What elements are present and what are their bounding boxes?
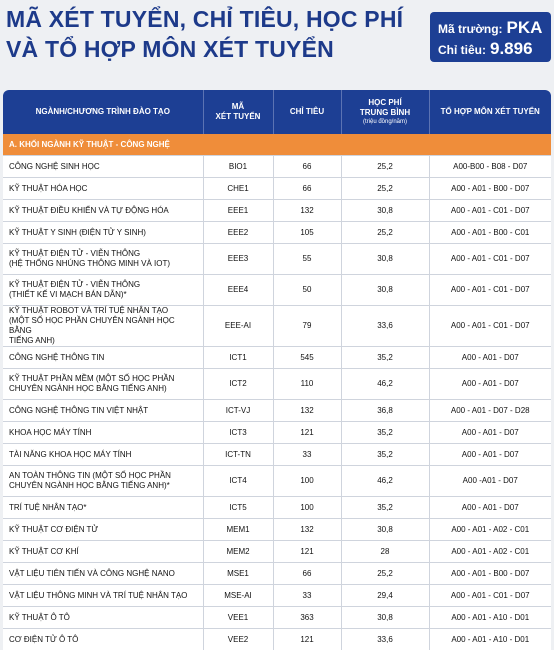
code-cell: ICT3 — [203, 422, 273, 444]
quota-cell: 100 — [273, 497, 341, 519]
code-cell: VEE1 — [203, 607, 273, 629]
combos-cell: A00 -A01 - D07 — [429, 466, 551, 497]
fee-cell: 33,6 — [341, 629, 429, 650]
program-cell: KỸ THUẬT Ô TÔ — [3, 607, 203, 629]
combos-cell: A00 - A01 - C01 - D07 — [429, 244, 551, 275]
code-cell: MSE-AI — [203, 585, 273, 607]
fee-cell: 46,2 — [341, 369, 429, 400]
header-fee-line2: TRUNG BÌNH — [360, 108, 410, 117]
table-row — [3, 222, 551, 244]
code-cell: ICT1 — [203, 347, 273, 369]
program-cell: VẬT LIỆU TIÊN TIẾN VÀ CÔNG NGHỆ NANO — [3, 563, 203, 585]
table-row — [3, 629, 551, 650]
table-row — [3, 444, 551, 466]
quota-cell: 121 — [273, 541, 341, 563]
fee-cell: 35,2 — [341, 347, 429, 369]
code-cell: EEE1 — [203, 200, 273, 222]
fee-cell: 30,8 — [341, 607, 429, 629]
table-row — [3, 541, 551, 563]
combos-cell: A00 - A01 - C01 - D07 — [429, 585, 551, 607]
program-cell: KỸ THUẬT PHẦN MỀM (MỘT SỐ HỌC PHẦN CHUYÊN NGÀNH HỌC BẰNG TIẾNG ANH) — [3, 369, 203, 400]
combos-cell: A00 - A01 - D07 - D28 — [429, 400, 551, 422]
code-cell: ICT-VJ — [203, 400, 273, 422]
quota-cell: 132 — [273, 519, 341, 541]
combos-cell: A00 - A01 - D07 — [429, 444, 551, 466]
combos-cell: A00 - A01 - A10 - D01 — [429, 629, 551, 650]
program-cell: CƠ ĐIỆN TỬ Ô TÔ — [3, 629, 203, 650]
table-header-row — [3, 90, 551, 134]
title-line-1: MÃ XÉT TUYỂN, CHỈ TIÊU, HỌC PHÍ — [6, 4, 403, 34]
header-code-line2: XÉT TUYỂN — [216, 112, 261, 121]
table-row — [3, 519, 551, 541]
fee-cell: 28 — [341, 541, 429, 563]
code-cell: MEM1 — [203, 519, 273, 541]
program-cell: TÀI NĂNG KHOA HỌC MÁY TÍNH — [3, 444, 203, 466]
table-row — [3, 178, 551, 200]
combos-cell: A00 - A01 - C01 - D07 — [429, 306, 551, 347]
combos-cell: A00 - A01 - B00 - D07 — [429, 563, 551, 585]
fee-cell: 30,8 — [341, 519, 429, 541]
program-cell: KỸ THUẬT ROBOT VÀ TRÍ TUỆ NHÂN TẠO (MỘT SỐ HỌC PHẦN CHUYÊN NGÀNH HỌC BẰNG TIẾNG ANH) — [3, 306, 203, 347]
quota-cell: 33 — [273, 444, 341, 466]
group-row — [3, 134, 551, 156]
program-cell: KỸ THUẬT Y SINH (ĐIỆN TỬ Y SINH) — [3, 222, 203, 244]
combos-cell: A00 - A01 - A02 - C01 — [429, 541, 551, 563]
page-title — [6, 4, 403, 64]
combos-cell: A00 - A01 - D07 — [429, 497, 551, 519]
fee-cell: 30,8 — [341, 200, 429, 222]
table-row — [3, 497, 551, 519]
combos-cell: A00 - A01 - A10 - D01 — [429, 607, 551, 629]
fee-cell: 35,2 — [341, 444, 429, 466]
program-cell: KỸ THUẬT CƠ KHÍ — [3, 541, 203, 563]
quota-cell: 66 — [273, 178, 341, 200]
program-cell: KỸ THUẬT ĐIỆN TỬ - VIỄN THÔNG (THIẾT KẾ VI MẠCH BÁN DẪN)* — [3, 275, 203, 306]
code-cell: EEE3 — [203, 244, 273, 275]
quota-cell: 100 — [273, 466, 341, 497]
fee-cell: 35,2 — [341, 497, 429, 519]
table-row — [3, 422, 551, 444]
fee-cell: 35,2 — [341, 422, 429, 444]
fee-cell: 33,6 — [341, 306, 429, 347]
quota-cell: 545 — [273, 347, 341, 369]
quota-cell: 105 — [273, 222, 341, 244]
table-row — [3, 607, 551, 629]
combos-cell: A00 - A01 - B00 - D07 — [429, 178, 551, 200]
quota-cell: 132 — [273, 200, 341, 222]
fee-cell: 25,2 — [341, 563, 429, 585]
code-cell: BIO1 — [203, 156, 273, 178]
program-cell: AN TOÀN THÔNG TIN (MỘT SỐ HỌC PHẦN CHUYÊN NGÀNH HỌC BẰNG TIẾNG ANH)* — [3, 466, 203, 497]
table-row — [3, 400, 551, 422]
header-code — [203, 90, 273, 134]
quota-cell: 363 — [273, 607, 341, 629]
table-row — [3, 156, 551, 178]
program-cell: KỸ THUẬT ĐIỀU KHIỂN VÀ TỰ ĐỘNG HÓA — [3, 200, 203, 222]
table-row — [3, 466, 551, 497]
combos-cell: A00-B00 - B08 - D07 — [429, 156, 551, 178]
quota-cell: 33 — [273, 585, 341, 607]
quota-value: 9.896 — [490, 39, 533, 58]
fee-cell: 25,2 — [341, 178, 429, 200]
table-row — [3, 200, 551, 222]
combos-cell: A00 - A01 - D07 — [429, 422, 551, 444]
program-cell: KỸ THUẬT CƠ ĐIỆN TỬ — [3, 519, 203, 541]
program-cell: KỸ THUẬT HÓA HỌC — [3, 178, 203, 200]
code-cell: EEE2 — [203, 222, 273, 244]
table-row — [3, 347, 551, 369]
header-program: NGÀNH/CHƯƠNG TRÌNH ĐÀO TẠO — [3, 90, 203, 134]
quota-row — [438, 39, 543, 60]
fee-cell: 29,4 — [341, 585, 429, 607]
code-cell: ICT2 — [203, 369, 273, 400]
header-combos: TỔ HỢP MÔN XÉT TUYỂN — [429, 90, 551, 134]
fee-cell: 30,8 — [341, 244, 429, 275]
table-row — [3, 306, 551, 347]
fee-cell: 30,8 — [341, 275, 429, 306]
code-cell: ICT-TN — [203, 444, 273, 466]
quota-cell: 66 — [273, 563, 341, 585]
code-cell: VEE2 — [203, 629, 273, 650]
combos-cell: A00 - A01 - B00 - C01 — [429, 222, 551, 244]
program-cell: KHOA HỌC MÁY TÍNH — [3, 422, 203, 444]
table-row — [3, 244, 551, 275]
group-label: A. KHỐI NGÀNH KỸ THUẬT - CÔNG NGHỆ — [3, 134, 551, 156]
quota-cell: 121 — [273, 422, 341, 444]
header-fee — [341, 90, 429, 134]
quota-cell: 132 — [273, 400, 341, 422]
code-cell: MSE1 — [203, 563, 273, 585]
school-code-value: PKA — [507, 18, 543, 37]
school-code-row — [438, 18, 543, 39]
quota-cell: 66 — [273, 156, 341, 178]
code-cell: ICT4 — [203, 466, 273, 497]
fee-cell: 46,2 — [341, 466, 429, 497]
admission-table — [3, 90, 551, 650]
table-row — [3, 369, 551, 400]
combos-cell: A00 - A01 - C01 - D07 — [429, 275, 551, 306]
program-cell: KỸ THUẬT ĐIỆN TỬ - VIỄN THÔNG (HỆ THỐNG NHÚNG THÔNG MINH VÀ IOT) — [3, 244, 203, 275]
code-cell: MEM2 — [203, 541, 273, 563]
quota-cell: 79 — [273, 306, 341, 347]
quota-label: Chỉ tiêu: — [438, 43, 486, 57]
title-line-2: VÀ TỔ HỢP MÔN XÉT TUYỂN — [6, 34, 403, 64]
header-quota: CHỈ TIÊU — [273, 90, 341, 134]
combos-cell: A00 - A01 - D07 — [429, 369, 551, 400]
admission-table-container — [3, 90, 551, 650]
quota-cell: 121 — [273, 629, 341, 650]
table-row — [3, 563, 551, 585]
program-cell: CÔNG NGHỆ THÔNG TIN — [3, 347, 203, 369]
header-code-line1: MÃ — [232, 102, 244, 111]
program-cell: CÔNG NGHỆ THÔNG TIN VIỆT NHẬT — [3, 400, 203, 422]
code-cell: EEE4 — [203, 275, 273, 306]
header-fee-unit: (triệu đồng/năm) — [345, 118, 426, 126]
fee-cell: 25,2 — [341, 222, 429, 244]
fee-cell: 36,8 — [341, 400, 429, 422]
school-info-badge — [430, 12, 551, 62]
program-cell: VẬT LIỆU THÔNG MINH VÀ TRÍ TUỆ NHÂN TẠO — [3, 585, 203, 607]
school-code-label: Mã trường: — [438, 22, 503, 36]
fee-cell: 25,2 — [341, 156, 429, 178]
code-cell: CHE1 — [203, 178, 273, 200]
table-row — [3, 585, 551, 607]
combos-cell: A00 - A01 - C01 - D07 — [429, 200, 551, 222]
program-cell: TRÍ TUỆ NHÂN TẠO* — [3, 497, 203, 519]
quota-cell: 110 — [273, 369, 341, 400]
quota-cell: 55 — [273, 244, 341, 275]
table-row — [3, 275, 551, 306]
combos-cell: A00 - A01 - A02 - C01 — [429, 519, 551, 541]
code-cell: ICT5 — [203, 497, 273, 519]
program-cell: CÔNG NGHỆ SINH HỌC — [3, 156, 203, 178]
code-cell: EEE-AI — [203, 306, 273, 347]
quota-cell: 50 — [273, 275, 341, 306]
combos-cell: A00 - A01 - D07 — [429, 347, 551, 369]
header-fee-line1: HỌC PHÍ — [368, 98, 401, 107]
